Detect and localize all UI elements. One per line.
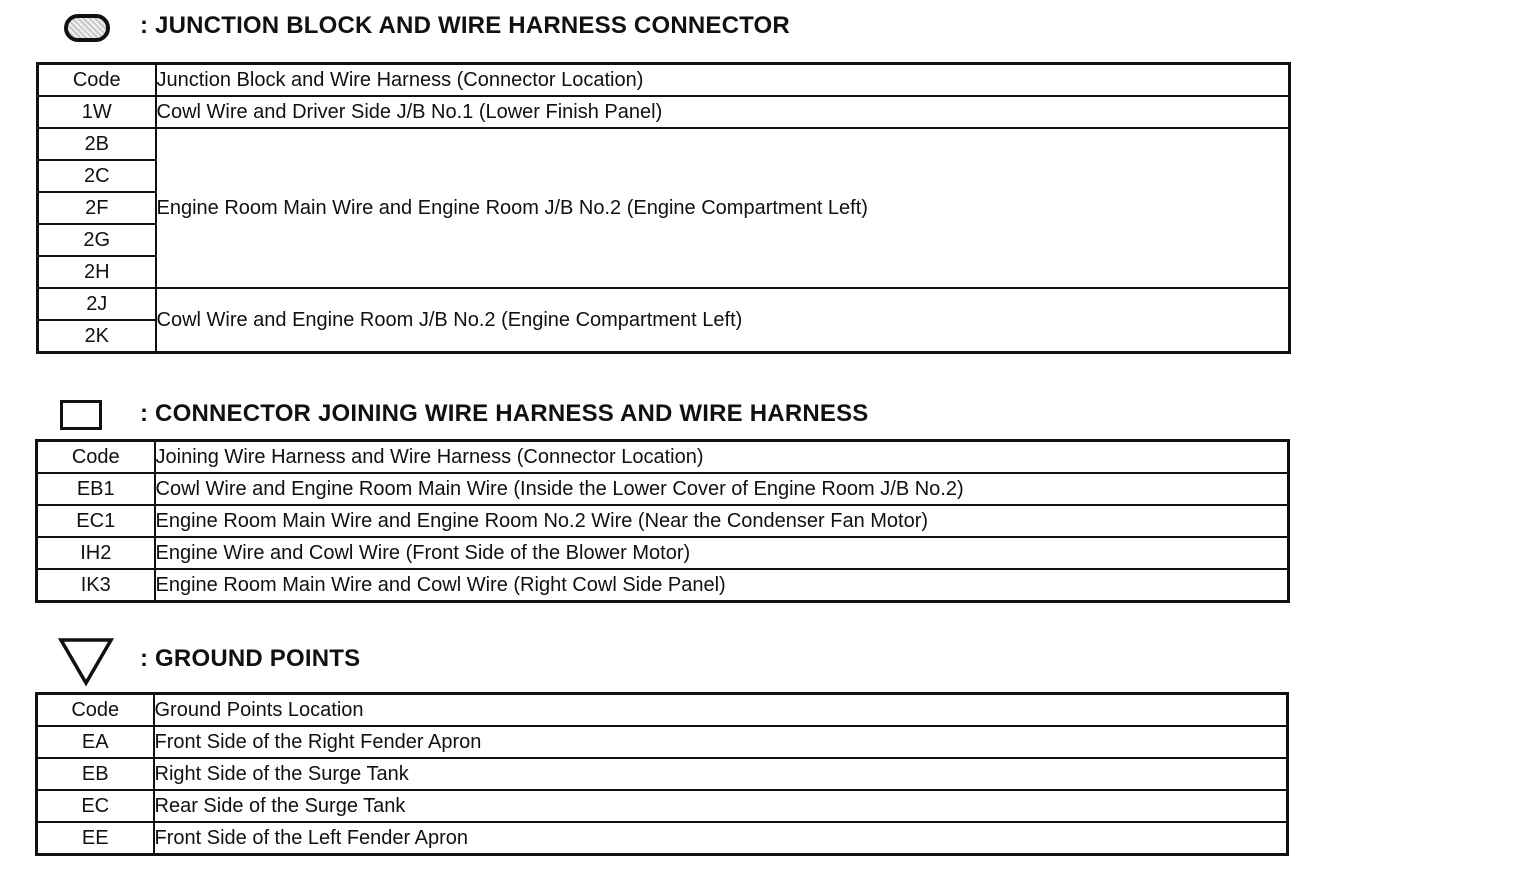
code-cell: EB xyxy=(37,758,154,790)
desc-cell: Right Side of the Surge Tank xyxy=(154,758,1288,790)
code-cell: 2G xyxy=(38,224,156,256)
desc-cell: Front Side of the Right Fender Apron xyxy=(154,726,1288,758)
code-cell: EA xyxy=(37,726,154,758)
section-connector-joining xyxy=(0,392,1300,432)
ground-points-table xyxy=(35,692,1289,856)
header-desc: Joining Wire Harness and Wire Harness (Connector Location) xyxy=(155,441,1289,474)
table-row xyxy=(37,790,1288,822)
desc-cell: Cowl Wire and Engine Room J/B No.2 (Engine Compartment Left) xyxy=(156,288,1290,353)
code-cell: 2F xyxy=(38,192,156,224)
square-box-icon xyxy=(60,400,102,430)
desc-cell: Rear Side of the Surge Tank xyxy=(154,790,1288,822)
ground-triangle-icon xyxy=(58,637,114,687)
header-code: Code xyxy=(37,694,154,727)
junction-block-table xyxy=(36,62,1291,354)
table-row xyxy=(37,822,1288,855)
code-cell: 1W xyxy=(38,96,156,128)
table-header-row xyxy=(37,441,1289,474)
code-cell: EE xyxy=(37,822,154,855)
code-cell: IH2 xyxy=(37,537,155,569)
code-cell: 2J xyxy=(38,288,156,320)
code-cell: 2K xyxy=(38,320,156,353)
table-row xyxy=(38,128,1290,160)
code-cell: EB1 xyxy=(37,473,155,505)
code-cell: EC xyxy=(37,790,154,822)
section-junction-block xyxy=(0,4,1300,44)
table-row xyxy=(37,569,1289,602)
section-title: : GROUND POINTS xyxy=(140,645,361,672)
desc-cell: Engine Room Main Wire and Engine Room No.2 Wire (Near the Condenser Fan Motor) xyxy=(155,505,1289,537)
rounded-hatched-box-icon xyxy=(64,14,110,42)
table-row xyxy=(37,758,1288,790)
table-row xyxy=(37,537,1289,569)
desc-cell: Front Side of the Left Fender Apron xyxy=(154,822,1288,855)
desc-cell: Cowl Wire and Engine Room Main Wire (Inside the Lower Cover of Engine Room J/B No.2) xyxy=(155,473,1289,505)
section-title: : CONNECTOR JOINING WIRE HARNESS AND WIRE HARNESS xyxy=(140,400,869,427)
table-row xyxy=(38,96,1290,128)
table-header-row xyxy=(38,64,1290,97)
desc-cell: Engine Wire and Cowl Wire (Front Side of the Blower Motor) xyxy=(155,537,1289,569)
desc-cell: Engine Room Main Wire and Cowl Wire (Right Cowl Side Panel) xyxy=(155,569,1289,602)
desc-cell: Cowl Wire and Driver Side J/B No.1 (Lower Finish Panel) xyxy=(156,96,1290,128)
header-desc: Ground Points Location xyxy=(154,694,1288,727)
code-cell: 2B xyxy=(38,128,156,160)
connector-joining-table xyxy=(35,439,1290,603)
desc-cell: Engine Room Main Wire and Engine Room J/B No.2 (Engine Compartment Left) xyxy=(156,128,1290,288)
code-cell: EC1 xyxy=(37,505,155,537)
table-row xyxy=(37,473,1289,505)
code-cell: 2H xyxy=(38,256,156,288)
code-cell: 2C xyxy=(38,160,156,192)
table-header-row xyxy=(37,694,1288,727)
header-code: Code xyxy=(37,441,155,474)
section-title: : JUNCTION BLOCK AND WIRE HARNESS CONNECTOR xyxy=(140,12,790,39)
table-row xyxy=(38,288,1290,320)
table-row xyxy=(37,505,1289,537)
code-cell: IK3 xyxy=(37,569,155,602)
section-ground-points xyxy=(0,637,1300,677)
table-row xyxy=(37,726,1288,758)
header-code: Code xyxy=(38,64,156,97)
header-desc: Junction Block and Wire Harness (Connector Location) xyxy=(156,64,1290,97)
